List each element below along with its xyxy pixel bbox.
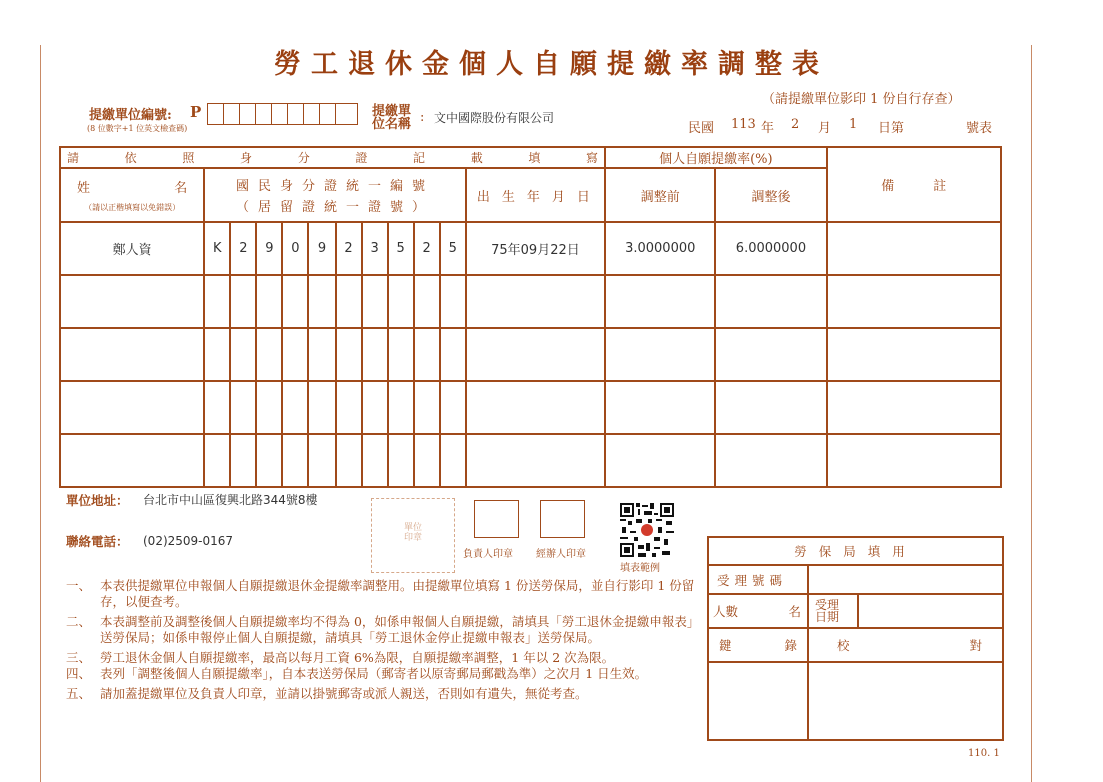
id-char-cell[interactable]: 2: [336, 222, 362, 275]
key-in-field[interactable]: [708, 662, 808, 740]
qr-code-icon[interactable]: [620, 503, 674, 557]
unit-no-label: 提繳單位編號:: [89, 108, 172, 123]
rate-after-cell[interactable]: 6.0000000: [715, 222, 826, 275]
unit-no-hint: (8 位數字+1 位英文檢查碼): [87, 124, 188, 133]
id-header: 國民身分證統一編號 （居留證統一證號）: [204, 168, 465, 222]
receipt-no-field[interactable]: [808, 565, 1003, 594]
remarks-cell[interactable]: [827, 328, 1001, 381]
name-cell[interactable]: [60, 434, 204, 487]
rate-before-cell[interactable]: 3.0000000: [605, 222, 715, 275]
receipt-date-label: 受理 日期: [808, 594, 858, 628]
unit-no-digit-box[interactable]: [256, 104, 272, 124]
unit-no-digit-box[interactable]: [336, 104, 352, 124]
unit-no-digit-box[interactable]: [208, 104, 224, 124]
remarks-cell[interactable]: [827, 275, 1001, 328]
group-header: 請 依 照 身 分 證 記 載 填 寫: [60, 147, 605, 168]
notes-list: [66, 578, 706, 706]
id-char-cell[interactable]: 2: [414, 222, 440, 275]
birth-header: 出生年月日: [466, 168, 605, 222]
rate-after-cell[interactable]: [715, 328, 826, 381]
birth-cell[interactable]: [466, 275, 605, 328]
doc-suffix: 號表: [966, 121, 993, 136]
table-row: [60, 222, 1001, 275]
note-item: 四、 表列「調整後個人自願提繳率」，自本表送勞保局（郵寄者以原寄郵局郵戳為準）之次月 1 日生效。: [66, 666, 648, 681]
unit-name-label: 提繳單 位名稱: [372, 104, 412, 132]
id-char-cell[interactable]: 0: [282, 222, 308, 275]
remarks-cell[interactable]: [827, 381, 1001, 434]
doc-day: 1: [849, 117, 858, 132]
name-cell[interactable]: 鄭人資: [60, 222, 204, 275]
doc-month: 2: [791, 117, 800, 132]
rate-after-header: 調整後: [715, 168, 826, 222]
office-use-table: [707, 536, 1004, 741]
note-item: 五、 請加蓋提繳單位及負責人印章，並請以掛號郵寄或派人親送，否則如有遺失，無從考查。: [66, 686, 588, 701]
name-header: 姓 名 （請以正楷填寫以免錯誤）: [60, 168, 204, 222]
page-left-rule: [40, 45, 41, 782]
doc-era: 民國: [688, 121, 715, 136]
birth-cell[interactable]: [466, 434, 605, 487]
address-value: 台北市中山區復興北路344號8樓: [143, 493, 318, 507]
rate-before-header: 調整前: [605, 168, 715, 222]
owner-seal-label: 負責人印章: [463, 549, 513, 560]
remarks-header: 備 註: [827, 147, 1001, 222]
handler-seal-label: 經辦人印章: [536, 549, 586, 560]
rate-before-cell[interactable]: [605, 434, 715, 487]
birth-cell[interactable]: [466, 381, 605, 434]
table-row: [60, 328, 1001, 381]
phone-label: 聯絡電話：: [66, 534, 129, 549]
unit-seal-box[interactable]: 單位 印章: [371, 498, 455, 573]
id-char-cell[interactable]: K: [204, 222, 230, 275]
note-item: 二、 本表調整前及調整後個人自願提繳率均不得為 0，如係申報個人自願提繳，請填具「勞工退休金提繳申報表」送勞保局；如係申報停止個人自願提繳，請填具「勞工退休金停止提繳申報表」送勞保局。: [66, 614, 700, 645]
form-version: 110. 1: [968, 748, 1000, 759]
note-item: 一、 本表供提繳單位申報個人自願提繳退休金提繳率調整用。由提繳單位填寫 1 份送勞保局，並自行影印 1 份留存，以便查考。: [66, 578, 695, 609]
table-row: [60, 434, 1001, 487]
receipt-date-field[interactable]: [858, 594, 1003, 628]
table-row: [60, 275, 1001, 328]
owner-seal-box[interactable]: [474, 500, 519, 538]
name-cell[interactable]: [60, 381, 204, 434]
remarks-cell[interactable]: [827, 434, 1001, 487]
form-title: 勞工退休金個人自願提繳率調整表: [274, 49, 829, 80]
id-char-cell[interactable]: 9: [308, 222, 335, 275]
rate-after-cell[interactable]: [715, 434, 826, 487]
rate-after-cell[interactable]: [715, 275, 826, 328]
rate-header: 個人自願提繳率(%): [605, 147, 826, 168]
receipt-no-label: 受理號碼: [708, 565, 808, 594]
unit-no-digit-box[interactable]: [240, 104, 256, 124]
id-char-cell[interactable]: 5: [388, 222, 414, 275]
count-field[interactable]: 人 數 名: [708, 594, 808, 628]
doc-year: 113: [731, 117, 756, 132]
id-char-cell[interactable]: 5: [440, 222, 466, 275]
rate-before-cell[interactable]: [605, 328, 715, 381]
check-field[interactable]: [808, 662, 1003, 740]
address-label: 單位地址：: [66, 493, 129, 508]
rate-after-cell[interactable]: [715, 381, 826, 434]
office-title: 勞保局填用: [708, 537, 1003, 565]
unit-name-value: 文中國際股份有限公司: [434, 111, 555, 125]
note-item: 三、 勞工退休金個人自願提繳率，最高以每月工資 6%為限，自願提繳率調整，1 年以 2 次為限。: [66, 650, 615, 665]
unit-no-digit-box[interactable]: [272, 104, 288, 124]
check-label: 校 對: [808, 628, 1003, 662]
unit-seal-label: 單位: [403, 523, 422, 533]
adjustment-table: [59, 146, 1002, 488]
unit-no-boxes[interactable]: [207, 103, 358, 125]
key-in-label: 鍵 錄: [708, 628, 808, 662]
id-char-cell[interactable]: 2: [230, 222, 256, 275]
name-cell[interactable]: [60, 328, 204, 381]
birth-cell[interactable]: 75年09月22日: [466, 222, 605, 275]
handler-seal-box[interactable]: [540, 500, 585, 538]
birth-cell[interactable]: [466, 328, 605, 381]
id-char-cell[interactable]: 9: [256, 222, 282, 275]
qr-caption: 填表範例: [620, 563, 660, 574]
unit-no-digit-box[interactable]: [224, 104, 240, 124]
rate-before-cell[interactable]: [605, 381, 715, 434]
id-char-cell[interactable]: 3: [362, 222, 388, 275]
copy-instruction: （請提繳單位影印 1 份自行存查）: [762, 92, 961, 107]
unit-no-digit-box[interactable]: [320, 104, 336, 124]
phone-value: (02)2509-0167: [143, 534, 234, 548]
rate-before-cell[interactable]: [605, 275, 715, 328]
unit-no-prefix: P: [190, 103, 202, 121]
unit-no-digit-box[interactable]: [288, 104, 304, 124]
table-row: [60, 381, 1001, 434]
remarks-cell[interactable]: [827, 222, 1001, 275]
page-right-rule: [1031, 45, 1032, 782]
name-cell[interactable]: [60, 275, 204, 328]
unit-no-digit-box[interactable]: [304, 104, 320, 124]
